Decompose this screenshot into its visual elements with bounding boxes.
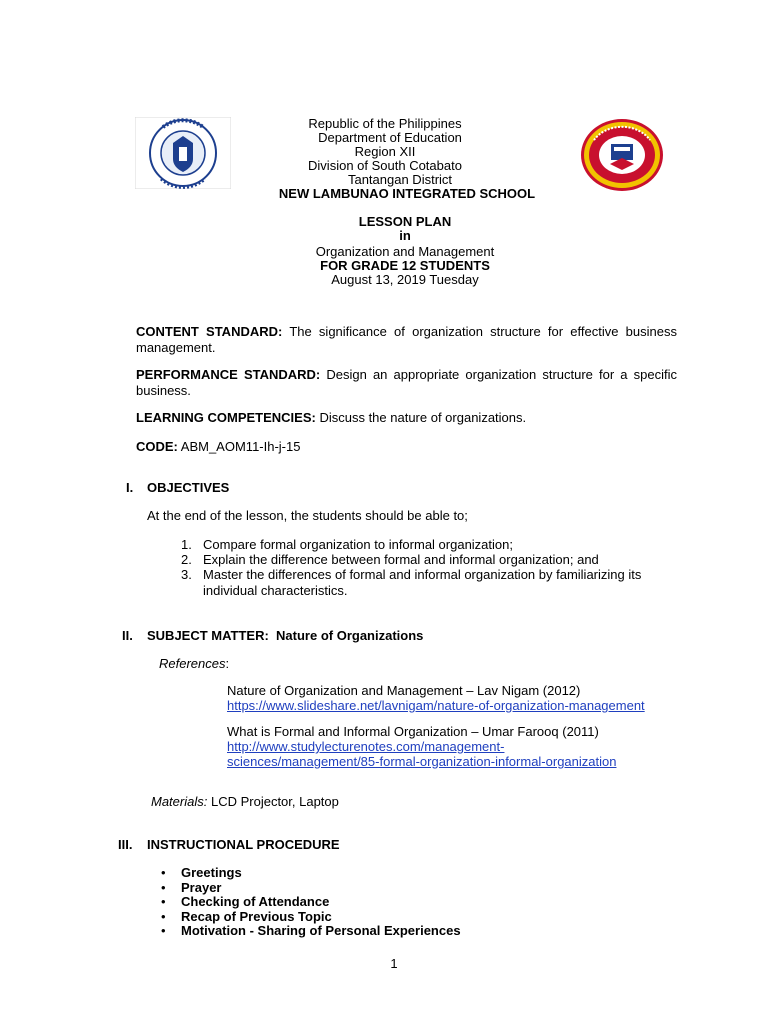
code-label: CODE: — [136, 439, 178, 454]
objectives-heading — [126, 480, 426, 495]
list-item-text: Motivation - Sharing of Personal Experiences — [181, 923, 461, 939]
subject-matter-heading — [122, 628, 522, 643]
content-standard-text: The significance of organization structure for effective business management. — [136, 324, 677, 355]
header-country: Republic of the Philippines — [308, 116, 462, 131]
list-item-number: 2. — [181, 552, 192, 567]
header-department: Department of Education — [318, 130, 462, 145]
reference-2-link-line1[interactable]: http://www.studylecturenotes.com/management- — [227, 739, 505, 754]
procedure-list — [159, 865, 559, 938]
list-item — [159, 880, 559, 895]
list-item — [181, 567, 677, 599]
title-date: August 13, 2019 Tuesday — [331, 272, 479, 287]
deped-seal-icon — [135, 117, 231, 189]
list-item — [159, 909, 559, 924]
school-seal-logo — [580, 118, 664, 192]
list-item — [159, 865, 559, 880]
list-item-text: Compare formal organization to informal organization; — [203, 537, 513, 552]
procedure-numeral: III. — [118, 837, 133, 852]
content-standard — [136, 324, 677, 356]
materials — [151, 794, 339, 809]
procedure-title: INSTRUCTIONAL PROCEDURE — [147, 837, 340, 852]
learning-competencies — [136, 410, 677, 425]
content-standard-label: CONTENT STANDARD: — [136, 324, 283, 339]
bullet-icon: • — [161, 908, 166, 924]
letterhead — [250, 116, 520, 186]
code — [136, 439, 677, 454]
title-in: in — [399, 228, 411, 243]
performance-standard-text: Design an appropriate organization structure for a specific business. — [136, 367, 677, 398]
reference-1-title: Nature of Organization and Management – Lav Nigam (2012) — [227, 683, 581, 698]
objectives-list — [181, 537, 677, 599]
list-item-text: Recap of Previous Topic — [181, 908, 332, 924]
school-seal-icon — [580, 118, 664, 192]
list-item-text: Prayer — [181, 879, 222, 895]
list-item-text: Greetings — [181, 865, 242, 880]
reference-1 — [227, 683, 687, 713]
references-label — [159, 656, 229, 671]
procedure-heading — [118, 837, 518, 852]
reference-1-link[interactable]: https://www.slideshare.net/lavnigam/nature-of-organization-management — [227, 698, 645, 713]
learning-competencies-label: LEARNING COMPETENCIES: — [136, 410, 316, 425]
list-item — [181, 552, 677, 567]
list-item — [159, 894, 559, 909]
reference-2-link-line2[interactable]: sciences/management/85-formal-organization-informal-organization — [227, 754, 617, 769]
list-item-text: Checking of Attendance — [181, 894, 330, 910]
materials-text: LCD Projector, Laptop — [207, 794, 339, 809]
header-district: Tantangan District — [347, 172, 453, 187]
performance-standard — [136, 367, 677, 399]
objectives-title: OBJECTIVES — [147, 480, 230, 495]
list-item-text: Master the differences of formal and informal organization by familiarizing its individual characteristics. — [203, 567, 642, 598]
references-label-text: References — [159, 656, 226, 671]
page-number: 1 — [390, 956, 398, 971]
subject-matter-title: SUBJECT MATTER: Nature of Organizations — [147, 628, 424, 643]
header-region: Region XII — [354, 144, 416, 159]
references-colon: : — [225, 656, 230, 671]
bullet-icon: • — [161, 894, 166, 910]
materials-label: Materials: — [151, 794, 208, 809]
list-item-number: 3. — [181, 567, 192, 582]
title-lesson-plan: LESSON PLAN — [358, 214, 452, 229]
list-item-text: Explain the difference between formal and informal organization; and — [203, 552, 599, 567]
bullet-icon: • — [161, 865, 166, 880]
reference-2 — [227, 724, 687, 769]
title-block — [260, 214, 550, 286]
code-text: ABM_AOM11-Ih-j-15 — [177, 439, 301, 454]
list-item — [181, 537, 677, 552]
bullet-icon: • — [161, 879, 166, 895]
list-item — [159, 923, 559, 938]
reference-2-title: What is Formal and Informal Organization – Umar Farooq (2011) — [227, 724, 599, 739]
school-name: NEW LAMBUNAO INTEGRATED SCHOOL — [278, 186, 536, 201]
objectives-numeral: I. — [126, 480, 134, 495]
subject-matter-numeral: II. — [122, 628, 133, 643]
learning-competencies-text: Discuss the nature of organizations. — [315, 410, 527, 425]
deped-seal-logo — [135, 117, 231, 189]
list-item-number: 1. — [181, 537, 192, 552]
title-grade: FOR GRADE 12 STUDENTS — [320, 258, 490, 273]
performance-standard-label: PERFORMANCE STANDARD: — [136, 367, 321, 382]
objectives-intro: At the end of the lesson, the students should be able to; — [147, 508, 468, 523]
header-division: Division of South Cotabato — [308, 158, 462, 173]
title-subject: Organization and Management — [315, 244, 495, 259]
bullet-icon: • — [161, 923, 166, 939]
